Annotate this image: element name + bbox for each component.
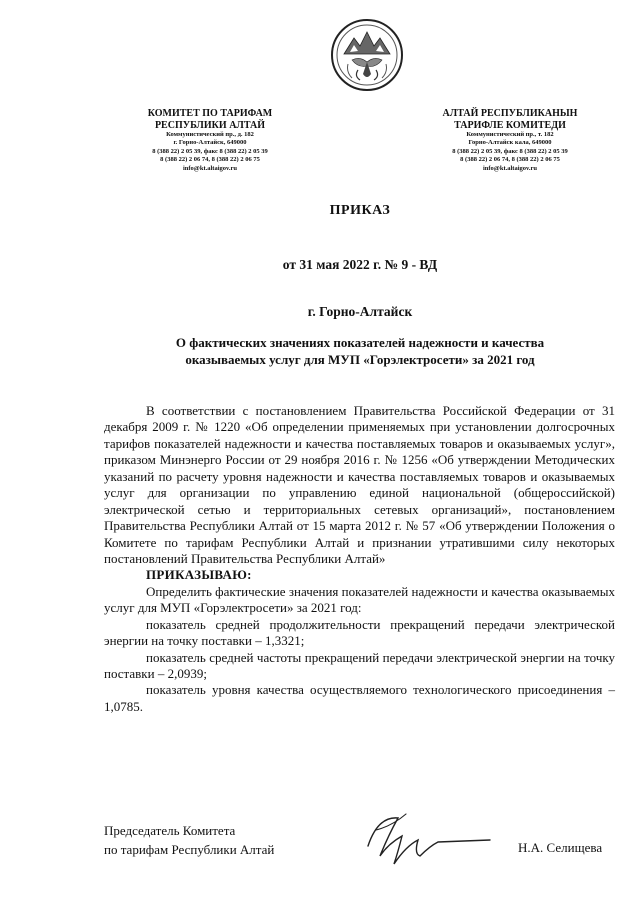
document-city: г. Горно-Алтайск (307, 304, 413, 319)
preamble-paragraph: В соответствии с постановлением Правительства Российской Федерации от 31 декабря 2009 г. № 1220 «Об определении применяемых при установлении долгосрочных тарифов показателей надежности и качества поставляемых товаров и оказываемых услуг», приказом Минэнерго России от 29 ноября 2016 г. № 1256 «Об утверждении Методических указаний по расчету уровня надежности и качества поставляемых товаров и оказываемых услуг для организации по управлению единой национальной (общероссийской) электрической сетью и территориальных сетевых организаций», постановлением Правительства Республики Алтай от 15 марта 2012 г. № 57 «Об утверждении Положения о Комитете по тарифам Республики Алтай и признании утратившими силу некоторых постановлений Правительства Республики Алтай» (104, 403, 615, 566)
republic-altai-emblem-icon (330, 18, 404, 92)
phone-line1: 8 (388 22) 2 05 39, факс 8 (388 22) 2 05 39 (152, 147, 268, 155)
phone-line2: 8 (388 22) 2 06 74, 8 (388 22) 2 06 75 (460, 156, 560, 164)
position-line2: по тарифам Республики Алтай (104, 841, 275, 857)
position-line1: Председатель Комитета (104, 823, 236, 838)
indicator-connection-quality: показатель уровня качества осуществляемого технологического присоединения – 1,0785. (104, 682, 615, 714)
org-name-line1: КОМИТЕТ ПО ТАРИФАМ (147, 108, 273, 119)
address-line1: Коммунистический пр., т. 182 (466, 131, 554, 138)
address-line2: г. Горно-Алтайск, 649000 (173, 139, 247, 147)
document-title: ПРИКАЗ (329, 203, 391, 218)
indicator-duration: показатель средней продолжительности прекращений передачи электрической энергии на точку поставки – 1,3321; (104, 616, 615, 649)
signatory-position (104, 822, 274, 860)
order-word: ПРИКАЗЫВАЮ: (146, 567, 252, 583)
email: info@kt.altaigov.ru (482, 164, 538, 172)
header-left (110, 108, 310, 173)
handwritten-signature (358, 806, 498, 874)
subject-line2: оказываемых услуг для МУП «Горэлектросети» за 2021 год (185, 351, 535, 367)
document-date-number: от 31 мая 2022 г. № 9 - ВД (282, 257, 438, 272)
phone-line2: 8 (388 22) 2 06 74, 8 (388 22) 2 06 75 (160, 156, 260, 164)
subject-line1: О фактических значениях показателей надежности и качества (175, 335, 545, 350)
signatory-name: Н.А. Селищева (518, 840, 603, 855)
address-line1: Коммунистический пр., д. 182 (166, 131, 254, 138)
phone-line1: 8 (388 22) 2 05 39, факс 8 (388 22) 2 05 39 (452, 147, 568, 155)
header-right (410, 108, 610, 173)
indicator-frequency: показатель средней частоты прекращений передачи электрической энергии на точку поставки – 2,0939; (104, 649, 615, 681)
org-name-line2: ТАРИФЛЕ КОМИТЕДИ (454, 119, 566, 131)
document-body (104, 403, 615, 715)
document-subject (120, 335, 600, 369)
address-line2: Горно-Алтайск кала, 649000 (468, 139, 552, 147)
email: info@kt.altaigov.ru (182, 164, 238, 172)
order-paragraph: Определить фактические значения показателей надежности и качества оказываемых услуг для МУП «Горэлектросети» за 2021 год: (104, 583, 615, 616)
org-name-line2: РЕСПУБЛИКИ АЛТАЙ (154, 119, 266, 131)
org-name-line1: АЛТАЙ РЕСПУБЛИКАНЫН (442, 108, 578, 119)
